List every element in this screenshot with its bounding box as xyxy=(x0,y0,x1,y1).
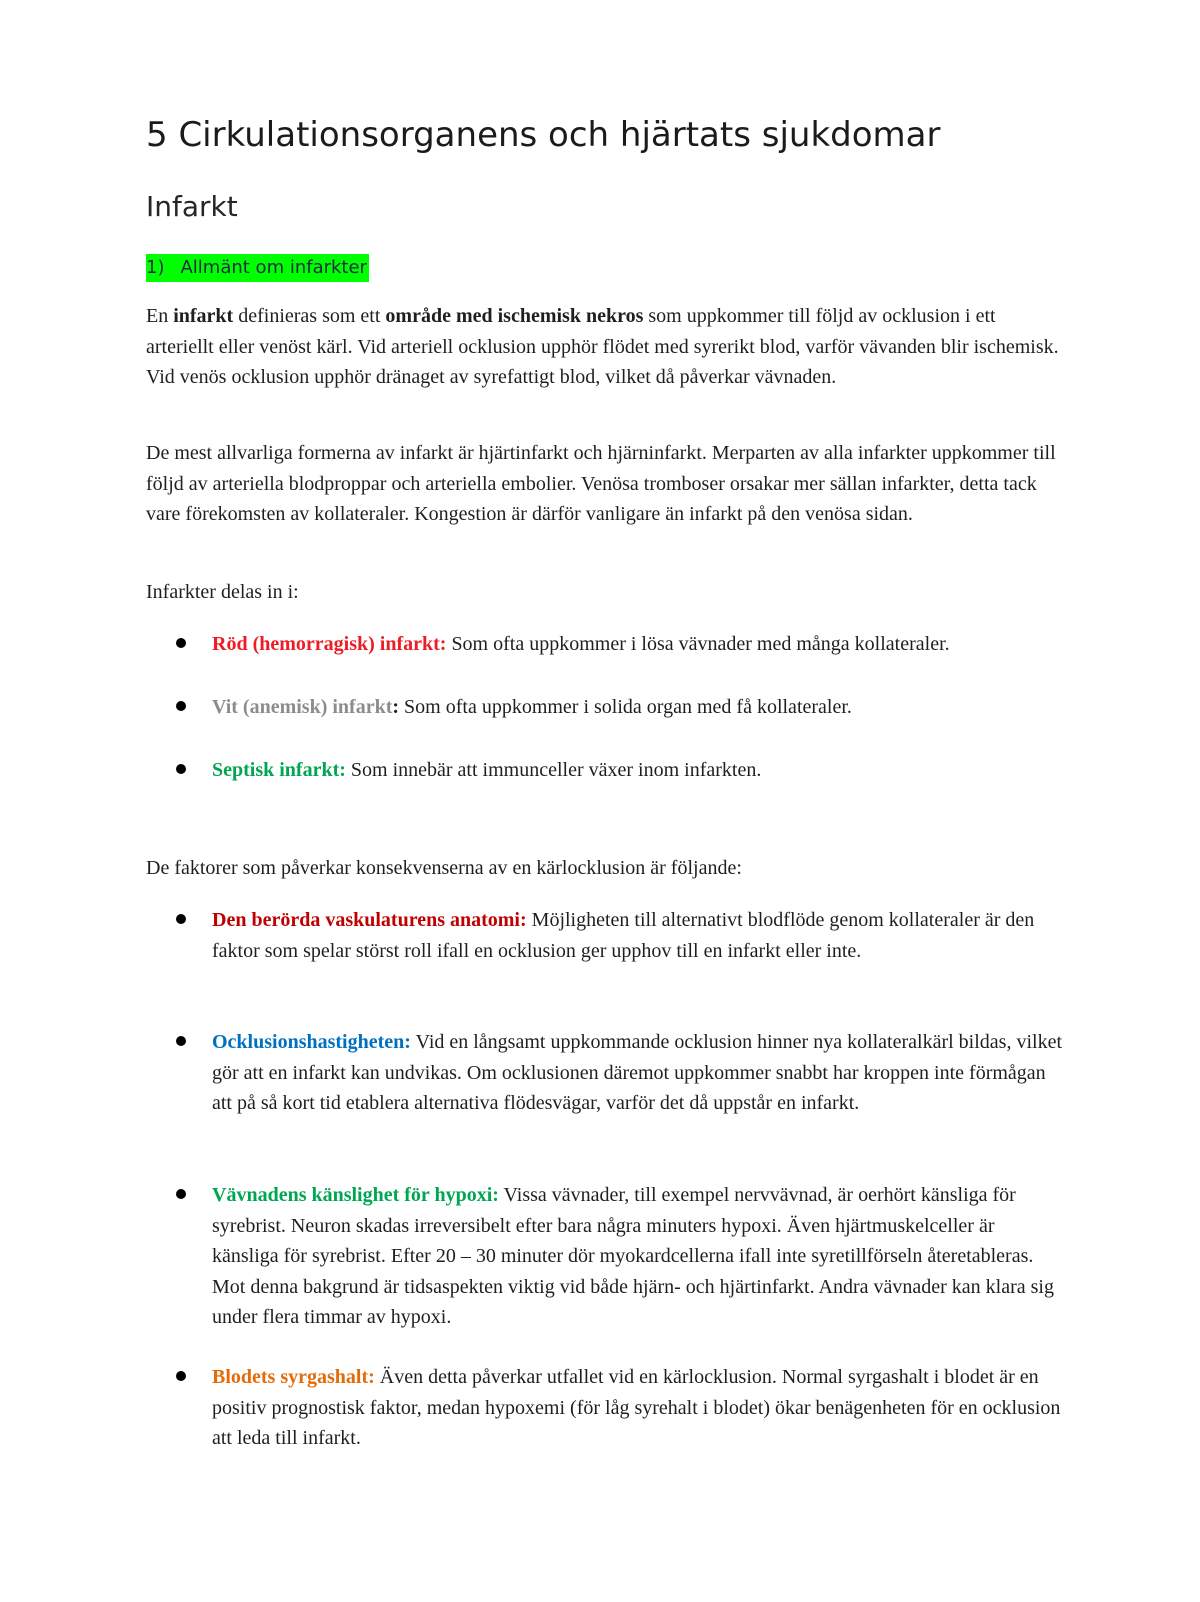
bullet-icon xyxy=(176,1189,186,1199)
term-occlusion-speed: Ocklusionshastigheten: xyxy=(212,1031,411,1053)
term-colon: : xyxy=(392,696,400,718)
paragraph-severity: De mest allvarliga formerna av infarkt är hjärtinfarkt och hjärninfarkt. Merparten av alla infarkter uppkommer till följd av arteriella blodproppar och arteriella embolier. Venösa tromboser orsakar mer sällan infarkter, detta tack vare förekomsten av kollateraler. Kongestion är därför vanligare än infarkt på den venösa sidan. xyxy=(146,442,1056,525)
paragraph-text: En xyxy=(146,305,174,327)
subsection-title: Allmänt om infarkter xyxy=(180,257,367,278)
section-heading: Infarkt xyxy=(146,190,238,223)
list-item xyxy=(146,755,1066,786)
term-description: Vissa vävnader, till exempel nervvävnad, är oerhört känsliga för syrebrist. Neuron skadas irreversibelt efter bara några minuters hypoxi. Även hjärtmuskelceller är känsliga för syrebrist. Efter 20 – 30 minuter dör myokardcellerna ifall inte syretillförseln återetableras. Mot denna bakgrund är tidsaspekten viktig vid både hjärn- och hjärtinfarkt. Andra vävnader kan klara sig under flera timmar av hypoxi. xyxy=(212,1184,1054,1328)
term-description: Som innebär att immunceller växer inom infarkten. xyxy=(345,759,762,781)
term-vasculature-anatomy: Den berörda vaskulaturens anatomi: xyxy=(212,909,527,931)
term-description: Som ofta uppkommer i solida organ med få kollateraler. xyxy=(399,696,852,718)
paragraph-intro-types: Infarkter delas in i: xyxy=(146,581,299,603)
bullet-icon xyxy=(176,764,186,774)
term-blood-oxygen: Blodets syrgashalt: xyxy=(212,1366,375,1388)
bold-term: infarkt xyxy=(173,305,234,327)
bullet-icon xyxy=(176,701,186,711)
bold-term: område med ischemisk nekros xyxy=(385,305,644,327)
term-description: Möjligheten till alternativt blodflöde genom kollateraler är den faktor som spelar störst roll ifall en ocklusion ger upphov till en infarkt eller inte. xyxy=(212,909,1035,962)
paragraph-text: som uppkommer till följd av ocklusion i ett arteriellt eller venöst kärl. Vid arteriell ocklusion upphör flödet med syrerikt blod, varför vävanden blir ischemisk. Vid venös ocklusion upphör dränaget av syrefattigt blod, vilket då påverkar vävnaden. xyxy=(146,305,1059,388)
list-item xyxy=(146,692,1066,723)
paragraph-text: definieras som ett xyxy=(233,305,386,327)
term-septic-infarct: Septisk infarkt: xyxy=(212,759,346,781)
list-item xyxy=(146,1362,1066,1454)
term-description: Även detta påverkar utfallet vid en kärlocklusion. Normal syrgashalt i blodet är en positiv prognostisk faktor, medan hypoxemi (för låg syrehalt i blodet) ökar benägenheten för en ocklusion att leda till infarkt. xyxy=(212,1366,1061,1449)
bullet-icon xyxy=(176,638,186,648)
list-item xyxy=(146,905,1066,966)
list-item xyxy=(146,1180,1066,1333)
paragraph-definition xyxy=(146,301,1066,393)
term-description: Som ofta uppkommer i lösa vävnader med många kollateraler. xyxy=(446,633,950,655)
highlighted-subsection-heading xyxy=(146,254,369,282)
term-hypoxia-sensitivity: Vävnadens känslighet för hypoxi: xyxy=(212,1184,499,1206)
list-item xyxy=(146,1027,1066,1119)
list-item xyxy=(146,629,1066,660)
bullet-icon xyxy=(176,1036,186,1046)
term-white-infarct: Vit (anemisk) infarkt xyxy=(212,696,393,718)
term-description: Vid en långsamt uppkommande ocklusion hinner nya kollateralkärl bildas, vilket gör att en infarkt kan undvikas. Om ocklusionen däremot uppkommer snabbt har kroppen inte förmågan att på så kort tid etablera alternativa flödesvägar, varför det då uppstår en infarkt. xyxy=(212,1031,1063,1114)
bullet-icon xyxy=(176,914,186,924)
bullet-icon xyxy=(176,1371,186,1381)
paragraph-intro-factors: De faktorer som påverkar konsekvenserna av en kärlocklusion är följande: xyxy=(146,857,742,879)
term-red-infarct: Röd (hemorragisk) infarkt: xyxy=(212,633,447,655)
subsection-number: 1) xyxy=(146,257,165,278)
page-title: 5 Cirkulationsorganens och hjärtats sjukdomar xyxy=(146,115,941,155)
